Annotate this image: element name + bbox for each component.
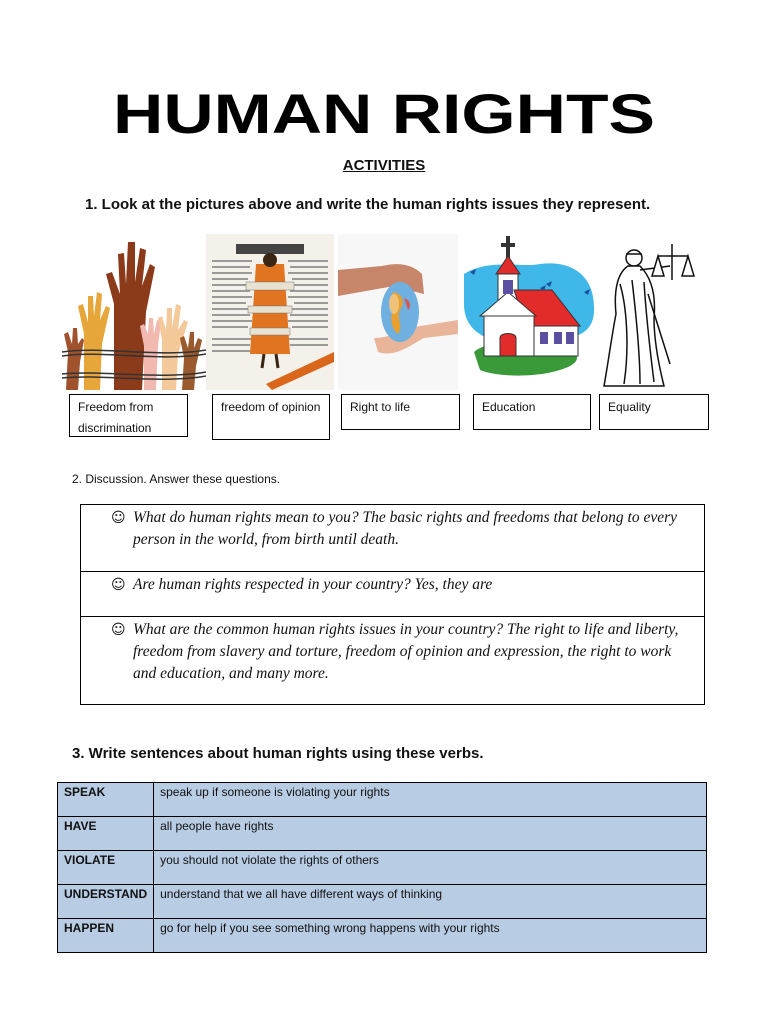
discussion-box — [80, 504, 705, 705]
verb-cell: VIOLATE — [58, 851, 154, 885]
discussion-row[interactable] — [81, 572, 704, 617]
church-school-icon — [460, 234, 598, 390]
verb-cell: SPEAK — [58, 783, 154, 817]
table-row — [58, 851, 707, 885]
universal-declaration-document-icon — [206, 234, 334, 390]
answer-text-4: Education — [482, 400, 536, 414]
table-row — [58, 919, 707, 953]
answer-box-2[interactable] — [212, 394, 330, 440]
page-title — [0, 84, 768, 144]
sentence-cell[interactable]: you should not violate the rights of others — [154, 851, 707, 885]
hands-holding-globe-icon — [338, 234, 458, 390]
question-1: 1. Look at the pictures above and write the human rights issues they represent. — [85, 196, 651, 213]
discussion-text: What are the common human rights issues in your country? The right to life and liberty, freedom from slavery and torture, freedom of opinion and expression, the right to work and education, and many more. — [133, 621, 679, 682]
question-3: 3. Write sentences about human rights using these verbs. — [72, 745, 484, 762]
verbs-table — [57, 782, 707, 953]
answer-text-3: Right to life — [350, 400, 411, 414]
table-row — [58, 885, 707, 919]
answer-text-5: Equality — [608, 400, 651, 414]
smiley-icon: ☺ — [111, 510, 126, 526]
answer-text-1: Freedom from discrimination — [78, 400, 154, 435]
answer-box-4[interactable] — [473, 394, 591, 430]
table-row — [58, 783, 707, 817]
smiley-icon: ☺ — [111, 622, 126, 638]
raised-hands-barbed-wire-icon — [62, 234, 206, 390]
sentence-cell[interactable]: all people have rights — [154, 817, 707, 851]
smiley-icon: ☺ — [111, 577, 126, 593]
sentence-cell[interactable]: speak up if someone is violating your rights — [154, 783, 707, 817]
verb-cell: HAPPEN — [58, 919, 154, 953]
answer-box-1[interactable] — [69, 394, 188, 437]
question-2: 2. Discussion. Answer these questions. — [72, 472, 281, 486]
sentence-cell[interactable]: go for help if you see something wrong happens with your rights — [154, 919, 707, 953]
page-title-text: HUMAN RIGHTS — [113, 84, 655, 144]
activities-heading: ACTIVITIES — [342, 157, 426, 174]
table-row — [58, 817, 707, 851]
answer-text-2: freedom of opinion — [221, 400, 321, 414]
discussion-text: What do human rights mean to you? The basic rights and freedoms that belong to every person in the world, from birth until death. — [133, 509, 678, 548]
sentence-cell[interactable]: understand that we all have different ways of thinking — [154, 885, 707, 919]
lady-justice-icon — [600, 234, 708, 390]
answer-box-3[interactable] — [341, 394, 460, 430]
discussion-row[interactable] — [81, 617, 704, 704]
verb-cell: UNDERSTAND — [58, 885, 154, 919]
answer-box-5[interactable] — [599, 394, 709, 430]
discussion-text: Are human rights respected in your country? Yes, they are — [133, 576, 493, 593]
verb-cell: HAVE — [58, 817, 154, 851]
discussion-row[interactable] — [81, 505, 704, 572]
